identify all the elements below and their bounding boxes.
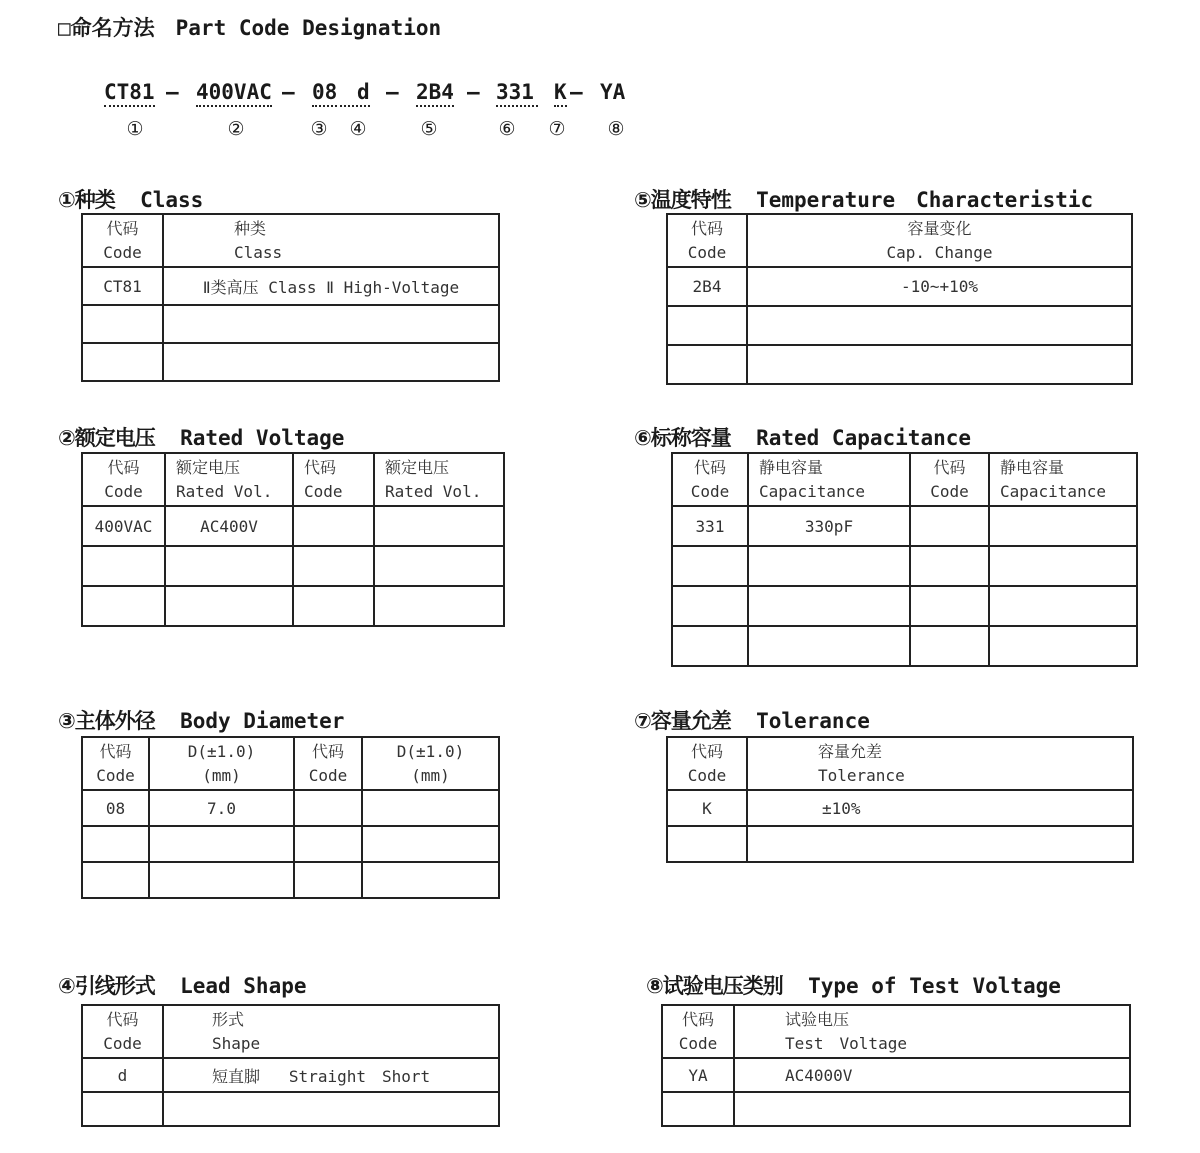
table-row bbox=[672, 626, 1137, 666]
table-row bbox=[82, 305, 499, 343]
circled-number: ② bbox=[227, 118, 245, 140]
circled-number: ⑦ bbox=[548, 118, 566, 140]
cell-code: K bbox=[667, 790, 747, 826]
code-separator: – bbox=[467, 80, 480, 104]
cell-code: CT81 bbox=[82, 267, 163, 305]
table-row bbox=[82, 267, 499, 305]
circled-number: ⑧ bbox=[607, 118, 625, 140]
code-segment-capacitance: 331 bbox=[496, 80, 538, 107]
class-table bbox=[81, 213, 500, 382]
header-code: 代码 Code bbox=[82, 1005, 163, 1058]
header-code: 代码 Code bbox=[82, 214, 163, 267]
table-row bbox=[672, 586, 1137, 626]
rated-voltage-table bbox=[81, 452, 505, 627]
table-row bbox=[82, 343, 499, 381]
table-row bbox=[672, 506, 1137, 546]
cell-value: AC4000V bbox=[734, 1058, 1130, 1092]
header-code: 代码 Code bbox=[910, 453, 989, 506]
cell-value: AC400V bbox=[165, 506, 293, 546]
header-test-voltage: 试验电压 Test Voltage bbox=[734, 1005, 1130, 1058]
circled-number: ① bbox=[126, 118, 144, 140]
table-row bbox=[82, 862, 499, 898]
code-separator: – bbox=[282, 80, 295, 104]
cell-value: ±10% bbox=[747, 790, 1133, 826]
header-capacitance: 静电容量 Capacitance bbox=[748, 453, 910, 506]
section-title-lead-shape: ④引线形式 Lead Shape bbox=[58, 974, 307, 998]
cell-code: YA bbox=[662, 1058, 734, 1092]
circled-number: ⑤ bbox=[420, 118, 438, 140]
header-code: 代码 Code bbox=[667, 737, 747, 790]
table-row bbox=[667, 790, 1133, 826]
code-segment-lead: d bbox=[340, 80, 370, 107]
table-row bbox=[672, 546, 1137, 586]
code-segment-test-voltage: YA bbox=[600, 80, 626, 104]
table-row bbox=[667, 267, 1132, 306]
header-shape: 形式 Shape bbox=[163, 1005, 499, 1058]
cell-value: 7.0 bbox=[149, 790, 294, 826]
circled-number: ④ bbox=[349, 118, 367, 140]
circled-number: ③ bbox=[310, 118, 328, 140]
header-rated-vol: 额定电压 Rated Vol. bbox=[374, 453, 504, 506]
header-code: 代码 Code bbox=[82, 453, 165, 506]
table-row bbox=[82, 826, 499, 862]
rated-capacitance-table bbox=[671, 452, 1138, 667]
cell-code: 08 bbox=[82, 790, 149, 826]
cell-value: 短直脚 Straight Short bbox=[163, 1058, 499, 1092]
table-row bbox=[667, 306, 1132, 345]
cell-code: 2B4 bbox=[667, 267, 747, 306]
section-title-rated-voltage: ②额定电压 Rated Voltage bbox=[58, 426, 345, 450]
table-row bbox=[82, 1058, 499, 1092]
code-segment-temperature: 2B4 bbox=[416, 80, 454, 107]
header-diameter: D(±1.0) (mm) bbox=[362, 737, 499, 790]
header-code: 代码 Code bbox=[293, 453, 374, 506]
body-diameter-table bbox=[81, 736, 500, 899]
header-rated-vol: 额定电压 Rated Vol. bbox=[165, 453, 293, 506]
code-segment-diameter: 08 bbox=[312, 80, 337, 107]
section-title-test-voltage: ⑧试验电压类别 Type of Test Voltage bbox=[646, 974, 1061, 998]
section-title-temperature: ⑤温度特性 Temperature Characteristic bbox=[634, 188, 1094, 212]
cell-value: 330pF bbox=[748, 506, 910, 546]
section-title-tolerance: ⑦容量允差 Tolerance bbox=[634, 709, 870, 733]
header-diameter: D(±1.0) (mm) bbox=[149, 737, 294, 790]
header-code: 代码 Code bbox=[667, 214, 747, 267]
code-segment-tolerance: K bbox=[554, 80, 567, 107]
section-title-rated-capacitance: ⑥标称容量 Rated Capacitance bbox=[634, 426, 972, 450]
lead-shape-table bbox=[81, 1004, 500, 1127]
test-voltage-table bbox=[661, 1004, 1131, 1127]
table-row bbox=[82, 1092, 499, 1126]
table-row bbox=[82, 790, 499, 826]
tolerance-table bbox=[666, 736, 1134, 863]
table-row bbox=[82, 546, 504, 586]
header-cap-change: 容量变化 Cap. Change bbox=[747, 214, 1132, 267]
header-code: 代码 Code bbox=[662, 1005, 734, 1058]
header-code: 代码 Code bbox=[82, 737, 149, 790]
table-row bbox=[667, 826, 1133, 862]
code-separator: – bbox=[570, 80, 583, 104]
code-separator: – bbox=[386, 80, 399, 104]
cell-code: 400VAC bbox=[82, 506, 165, 546]
code-segment-class: CT81 bbox=[104, 80, 155, 107]
header-tolerance: 容量允差 Tolerance bbox=[747, 737, 1133, 790]
page-title: □命名方法 Part Code Designation bbox=[58, 16, 442, 40]
code-segment-voltage: 400VAC bbox=[196, 80, 272, 107]
table-row bbox=[662, 1092, 1130, 1126]
table-row bbox=[662, 1058, 1130, 1092]
section-title-body-diameter: ③主体外径 Body Diameter bbox=[58, 709, 345, 733]
cell-value: -10~+10% bbox=[747, 267, 1132, 306]
table-row bbox=[667, 345, 1132, 384]
table-row bbox=[82, 506, 504, 546]
cell-code: 331 bbox=[672, 506, 748, 546]
header-class: 种类 Class bbox=[163, 214, 499, 267]
header-code: 代码 Code bbox=[294, 737, 362, 790]
header-capacitance: 静电容量 Capacitance bbox=[989, 453, 1137, 506]
circled-number: ⑥ bbox=[498, 118, 516, 140]
header-code: 代码 Code bbox=[672, 453, 748, 506]
table-row bbox=[82, 586, 504, 626]
cell-value: Ⅱ类高压 Class Ⅱ High-Voltage bbox=[163, 267, 499, 305]
cell-code: d bbox=[82, 1058, 163, 1092]
section-title-class: ①种类 Class bbox=[58, 188, 204, 212]
temperature-table bbox=[666, 213, 1133, 385]
code-separator: – bbox=[166, 80, 179, 104]
